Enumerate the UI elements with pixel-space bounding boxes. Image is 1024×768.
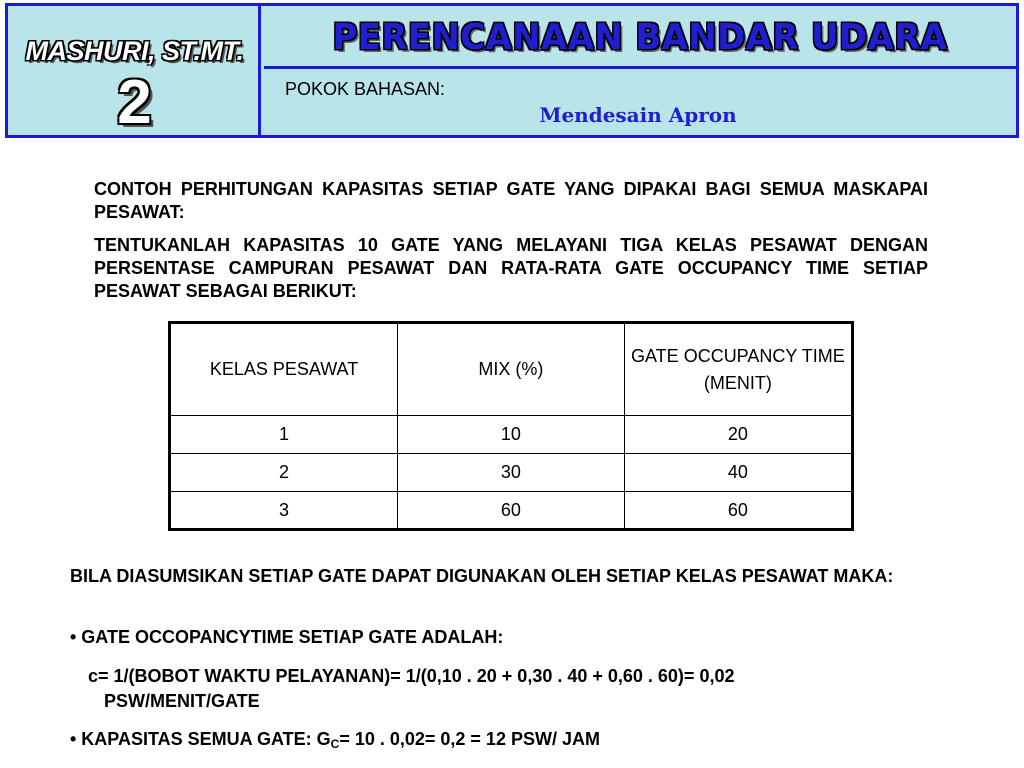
subject-title: Mendesain Apron [539,103,737,127]
chapter-number: 2 [117,68,152,137]
author-name: MASHURI, ST.MT. [25,36,244,66]
header-mix: MIX (%) [398,323,625,416]
header-title-panel [264,6,1016,69]
formula-unit: PSW/MENIT/GATE [104,691,260,711]
cell-occupancy: 60 [624,492,852,530]
slide-header [5,3,1019,138]
table-row [170,492,853,530]
cell-mix: 30 [398,454,625,492]
cell-occupancy: 20 [624,416,852,454]
table-header-row [170,323,853,416]
table-row [170,454,853,492]
formula-block [88,664,937,714]
cell-occupancy: 40 [624,454,852,492]
capacity-result: = 10 . 0,02= 0,2 = 12 PSW/ JAM [339,729,600,749]
header-left-panel [8,6,261,135]
paragraph-assumption: BILA DIASUMSIKAN SETIAP GATE DAPAT DIGUNAKAN OLEH SETIAP KELAS PESAWAT MAKA: [70,566,894,586]
cell-kelas: 2 [170,454,398,492]
cell-kelas: 1 [170,416,398,454]
pokok-bahasan-label: POKOK BAHASAN: [285,79,446,99]
cell-kelas: 3 [170,492,398,530]
header-kelas-pesawat: KELAS PESAWAT [170,323,398,416]
bullet-gate-occupancy: • GATE OCCOPANCYTIME SETIAP GATE ADALAH: [70,627,504,647]
slide-title: PERENCANAAN BANDAR UDARA [332,17,948,58]
bullet-total-capacity [70,728,937,756]
cell-mix: 10 [398,416,625,454]
paragraph-intro: CONTOH PERHITUNGAN KAPASITAS SETIAP GATE YANG DIPAKAI BAGI SEMUA MASKAPAI PESAWAT: [94,179,928,222]
capacity-subscript: C [330,737,340,751]
header-subject-panel [264,69,1016,135]
table-row [170,416,853,454]
formula-line: c= 1/(BOBOT WAKTU PELAYANAN)= 1/(0,10 . 20 + 0,30 . 40 + 0,60 . 60)= 0,02 [88,666,735,686]
cell-mix: 60 [398,492,625,530]
paragraph-task: TENTUKANLAH KAPASITAS 10 GATE YANG MELAYANI TIGA KELAS PESAWAT DENGAN PERSENTASE CAMPURAN PESAWAT DAN RATA-RATA GATE OCCUPANCY TIME SETIAP PESAWAT SEBAGAI BERIKUT: [94,235,928,301]
aircraft-class-table [168,321,854,531]
header-gate-occupancy: GATE OCCUPANCY TIME (MENIT) [624,323,852,416]
capacity-prefix: • KAPASITAS SEMUA GATE: G [70,729,331,749]
